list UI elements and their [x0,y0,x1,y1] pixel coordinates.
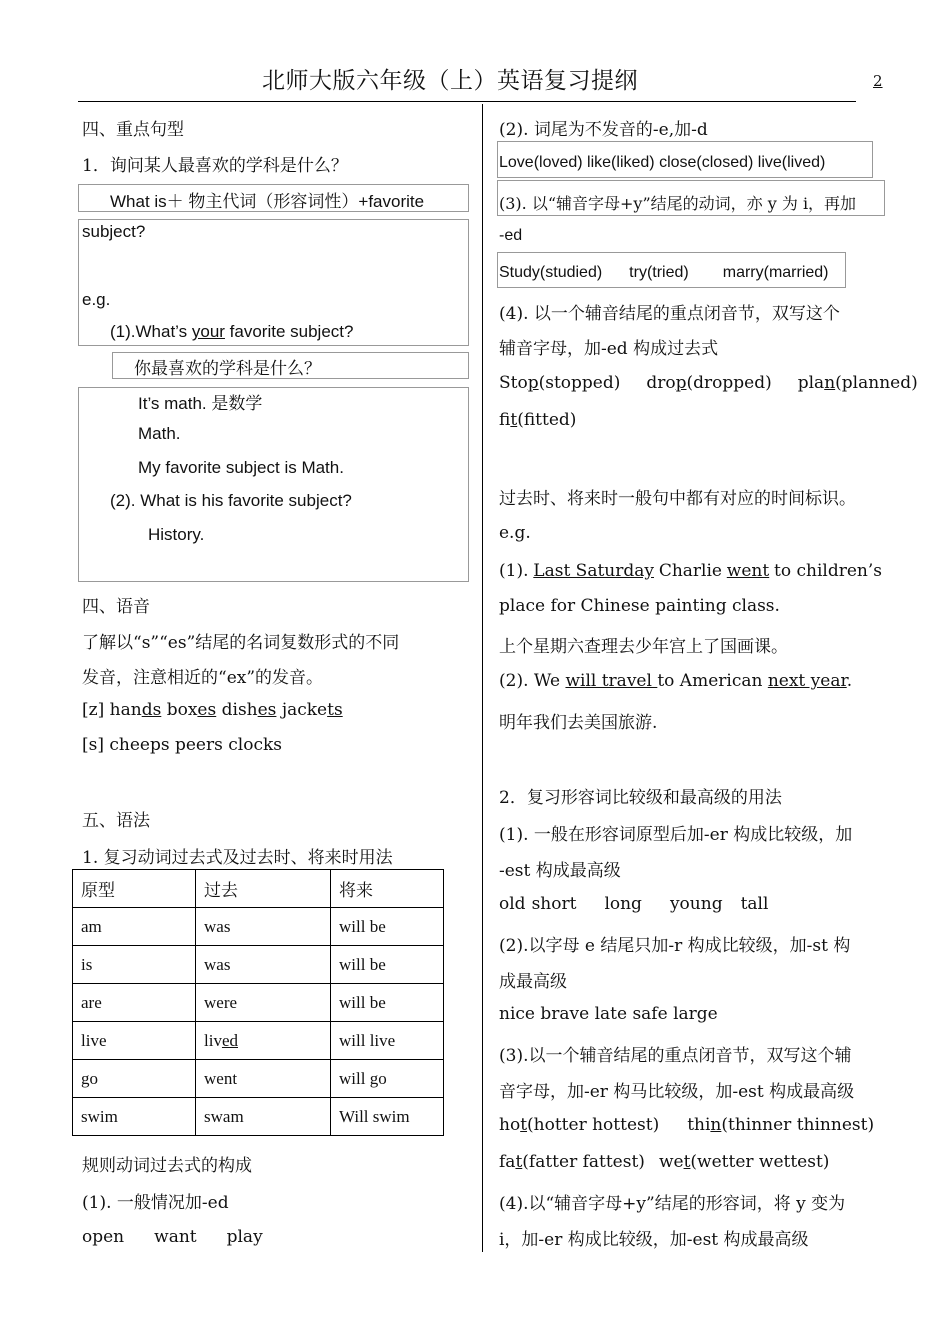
table-cell: was [196,946,331,984]
rule-2-words: Love(loved) like(liked) close(closed) live(lived) [499,154,826,171]
answer-2: Math. [138,424,181,443]
section-phonics: 四、语音 [82,597,150,617]
table-row [73,984,444,1022]
question-1-title: 1．询问某人最喜欢的学科是什么？ [82,156,348,176]
section-key-patterns: 四、重点句型 [82,120,184,140]
rule-title: 规则动词过去式的构成 [82,1156,252,1176]
adj-rule-4-line-1: (4).以“辅音字母+y”结尾的形容词，将 y 变为 [499,1194,846,1214]
table-cell: lived [196,1022,331,1060]
table-cell: live [73,1022,196,1060]
table-row [73,908,444,946]
adj-rule-2-line-1: (2).以字母 e 结尾只加-r 构成比较级，加-st 构 [499,936,851,956]
rule-3-words: Study(studied) try(tried) marry(married) [499,264,829,281]
table-cell: am [73,908,196,946]
adj-rule-1-words: old short long young tall [499,894,769,914]
rule-4-words-2: fit(fitted) [499,410,577,430]
adj-rule-4-line-2: i，加-er 构成比较级，加-est 构成最高级 [499,1230,809,1250]
adj-rule-2-line-2: 成最高级 [499,972,567,992]
adj-rule-1-line-1: (1). 一般在形容词原型后加-er 构成比较级，加 [499,825,853,845]
phonics-s-words: [s] cheeps peers clocks [82,735,282,755]
header-rule [78,101,856,102]
table-row [73,1098,444,1136]
answer-box [78,387,469,582]
table-cell: swim [73,1098,196,1136]
adj-rule-3-line-2: 音字母，加-er 构马比较级，加-est 构成最高级 [499,1082,855,1102]
rule-4-words: Stop(stopped) drop(dropped) plan(planned) [499,373,918,393]
adj-rule-3-words: hot(hotter hottest) thin(thinner thinnest) [499,1115,875,1135]
rule-4-line-1: (4). 以一个辅音结尾的重点闭音节，双写这个 [499,304,840,324]
table-cell: are [73,984,196,1022]
table-header-row [73,870,444,908]
table-cell: will live [331,1022,444,1060]
answer-3: My favorite subject is Math. [138,458,344,477]
example-future-translation: 明年我们去美国旅游. [499,713,658,733]
rule-3-line-1: (3). 以“辅音字母+y”结尾的动词，亦 y 为 i，再加 [499,194,857,213]
phonics-z-words: [z] hands boxes dishes jackets [82,700,343,720]
example-future: (2). We will travel to American next year. [499,671,853,691]
table-cell: is [73,946,196,984]
grammar-1-title: 1. 复习动词过去式及过去时、将来时用法 [82,848,393,868]
adj-rule-3-line-1: (3).以一个辅音结尾的重点闭音节，双写这个辅 [499,1046,852,1066]
page-title: 北师大版六年级（上）英语复习提纲 [262,68,638,94]
table-cell: went [196,1060,331,1098]
column-divider [482,104,483,1252]
table-row [73,946,444,984]
table-header: 原型 [73,870,196,908]
phonics-line-1: 了解以“s”“es”结尾的名词复数形式的不同 [82,633,400,653]
example-past-line-2: place for Chinese painting class. [499,596,780,616]
table-cell: were [196,984,331,1022]
rule-4-line-2: 辅音字母，加-ed 构成过去式 [499,339,719,359]
table-row [73,1060,444,1098]
example-1-translation: 你最喜欢的学科是什么？ [134,359,321,379]
phonics-line-2: 发音，注意相近的“ex”的发音。 [82,668,324,688]
table-header: 过去 [196,870,331,908]
eg-label: e.g. [82,290,111,309]
table-cell: was [196,908,331,946]
table-cell: swam [196,1098,331,1136]
answer-1: It’s math. 是数学 [138,394,263,413]
adj-rule-3-words-2: fat(fatter fattest) wet(wetter wettest) [499,1152,830,1172]
example-1: (1).What’s your favorite subject? [110,322,354,341]
rule-3-line-2: -ed [499,227,523,244]
page-number: 2 [873,72,883,90]
adjective-title: 2．复习形容词比较级和最高级的用法 [499,788,782,808]
example-2: (2). What is his favorite subject? [110,491,352,510]
rule-1-words: open want play [82,1227,263,1247]
table-cell: Will swim [331,1098,444,1136]
table-cell: will go [331,1060,444,1098]
table-cell: will be [331,984,444,1022]
verb-tense-table [72,869,444,1136]
rule-1: (1). 一般情况加-ed [82,1193,229,1213]
table-cell: will be [331,908,444,946]
section-grammar: 五、语法 [82,811,150,831]
adj-rule-2-words: nice brave late safe large [499,1004,718,1024]
example-past-translation: 上个星期六查理去少年宫上了国画课。 [499,637,788,657]
rule-2: (2). 词尾为不发音的-e,加-d [499,120,708,140]
table-header: 将来 [331,870,444,908]
example-past: (1). Last Saturday Charlie went to children’s [499,561,882,581]
adj-rule-1-line-2: -est 构成最高级 [499,861,621,881]
table-cell: will be [331,946,444,984]
formula-text: What is＋ 物主代词（形容词性）+favorite [110,192,425,211]
time-marker-note: 过去时、将来时一般句中都有对应的时间标识。 [499,489,856,509]
answer-4: History. [148,525,205,544]
table-row [73,1022,444,1060]
eg-label-right: e.g. [499,523,531,543]
table-cell: go [73,1060,196,1098]
formula-subject: subject? [82,222,146,241]
